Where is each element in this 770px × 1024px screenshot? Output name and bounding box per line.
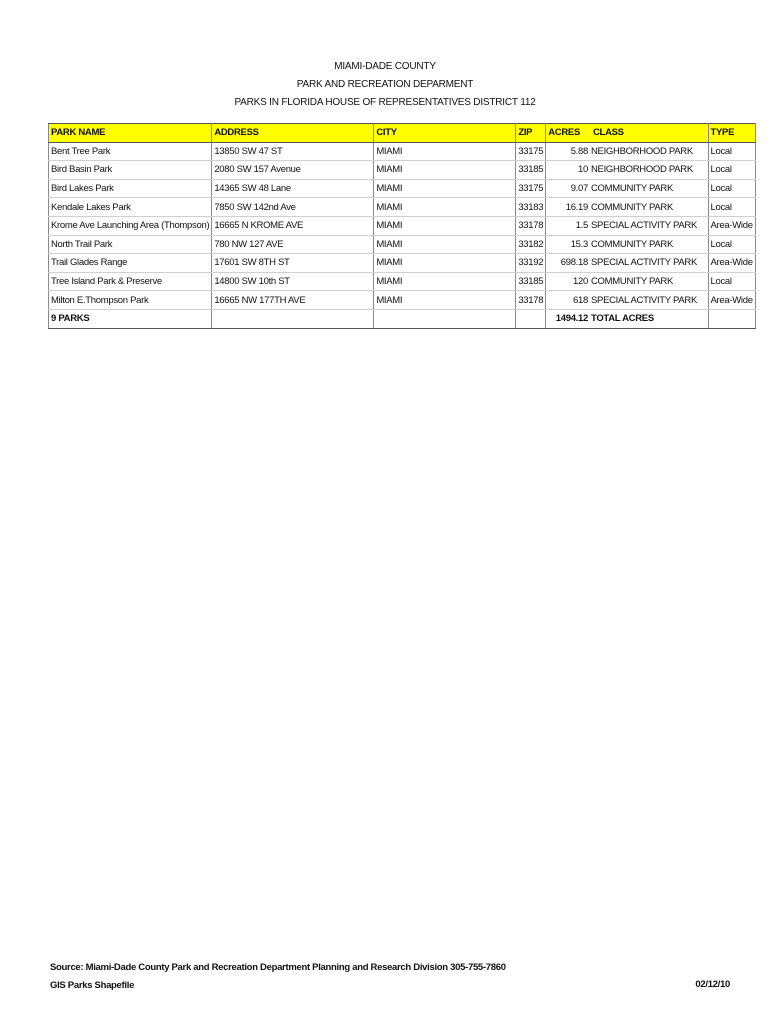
cell-acres: 9.07 [546, 179, 590, 198]
cell-type: Local [708, 235, 755, 254]
cell-type: Local [708, 161, 755, 180]
cell-class: SPECIAL ACTIVITY PARK [590, 254, 708, 273]
cell-class: SPECIAL ACTIVITY PARK [590, 216, 708, 235]
cell-city: MIAMI [374, 179, 516, 198]
cell-address: 16665 NW 177TH AVE [212, 291, 374, 310]
cell-acres: 698.18 [546, 254, 590, 273]
cell-zip: 33178 [516, 291, 546, 310]
total-acres-label: TOTAL ACRES [590, 309, 708, 328]
cell-zip: 33175 [516, 142, 546, 161]
cell-address: 780 NW 127 AVE [212, 235, 374, 254]
cell-zip: 33183 [516, 198, 546, 217]
cell-acres: 15.3 [546, 235, 590, 254]
cell-acres: 120 [546, 272, 590, 291]
total-empty-cell [212, 309, 374, 328]
column-header-zip: ZIP [516, 124, 546, 143]
cell-park-name: Tree Island Park & Preserve [49, 272, 212, 291]
column-header-city: CITY [374, 124, 516, 143]
cell-address: 16665 N KROME AVE [212, 216, 374, 235]
cell-park-name: Bird Basin Park [49, 161, 212, 180]
cell-address: 7850 SW 142nd Ave [212, 198, 374, 217]
cell-address: 14365 SW 48 Lane [212, 179, 374, 198]
cell-address: 13850 SW 47 ST [212, 142, 374, 161]
cell-zip: 33192 [516, 254, 546, 273]
cell-type: Area-Wide [708, 254, 755, 273]
cell-acres: 1.5 [546, 216, 590, 235]
cell-acres: 618 [546, 291, 590, 310]
cell-type: Local [708, 142, 755, 161]
report-title-district: PARKS IN FLORIDA HOUSE OF REPRESENTATIVES DISTRICT 112 [234, 97, 536, 108]
report-date: 02/12/10 [695, 979, 730, 990]
cell-city: MIAMI [374, 198, 516, 217]
column-header-address: ADDRESS [212, 124, 374, 143]
total-parks-label: 9 PARKS [49, 309, 212, 328]
cell-park-name: Kendale Lakes Park [49, 198, 212, 217]
total-empty-cell [516, 309, 546, 328]
report-title-department: PARK AND RECREATION DEPARMENT [296, 79, 474, 90]
table-row [49, 216, 756, 235]
table-row [49, 161, 756, 180]
cell-class: COMMUNITY PARK [590, 179, 708, 198]
cell-city: MIAMI [374, 216, 516, 235]
cell-park-name: Trail Glades Range [49, 254, 212, 273]
cell-city: MIAMI [374, 291, 516, 310]
cell-type: Local [708, 179, 755, 198]
cell-city: MIAMI [374, 161, 516, 180]
cell-city: MIAMI [374, 254, 516, 273]
total-empty-cell [374, 309, 516, 328]
report-title-county: MIAMI-DADE COUNTY [334, 61, 436, 72]
cell-address: 2080 SW 157 Avenue [212, 161, 374, 180]
cell-city: MIAMI [374, 142, 516, 161]
cell-zip: 33185 [516, 272, 546, 291]
cell-zip: 33178 [516, 216, 546, 235]
table-row [49, 291, 756, 310]
source-note: Source: Miami-Dade County Park and Recreation Department Planning and Research Division 305-755-7860 [50, 962, 506, 973]
cell-zip: 33185 [516, 161, 546, 180]
table-row [49, 142, 756, 161]
table-row [49, 254, 756, 273]
table-row [49, 179, 756, 198]
table-row [49, 198, 756, 217]
cell-park-name: Krome Ave Launching Area (Thompson) [49, 216, 212, 235]
cell-park-name: Bird Lakes Park [49, 179, 212, 198]
cell-zip: 33175 [516, 179, 546, 198]
total-empty-cell [708, 309, 755, 328]
cell-acres: 5.88 [546, 142, 590, 161]
cell-class: NEIGHBORHOOD PARK [590, 161, 708, 180]
cell-acres: 16.19 [546, 198, 590, 217]
total-acres-value: 1494.12 [546, 309, 590, 328]
cell-city: MIAMI [374, 272, 516, 291]
table-header-row [49, 124, 756, 143]
cell-class: COMMUNITY PARK [590, 272, 708, 291]
cell-type: Local [708, 272, 755, 291]
cell-address: 14800 SW 10th ST [212, 272, 374, 291]
column-header-class: CLASS [590, 124, 708, 143]
column-header-park-name: PARK NAME [49, 124, 212, 143]
cell-class: COMMUNITY PARK [590, 235, 708, 254]
parks-table [48, 123, 756, 329]
cell-city: MIAMI [374, 235, 516, 254]
column-header-type: TYPE [708, 124, 755, 143]
total-row [49, 309, 756, 328]
cell-park-name: Milton E.Thompson Park [49, 291, 212, 310]
table-row [49, 235, 756, 254]
cell-park-name: North Trail Park [49, 235, 212, 254]
cell-class: COMMUNITY PARK [590, 198, 708, 217]
gis-source-note: GIS Parks Shapefile [50, 980, 135, 991]
table-row [49, 272, 756, 291]
cell-park-name: Bent Tree Park [49, 142, 212, 161]
cell-zip: 33182 [516, 235, 546, 254]
cell-address: 17601 SW 8TH ST [212, 254, 374, 273]
cell-type: Area-Wide [708, 291, 755, 310]
cell-type: Area-Wide [708, 216, 755, 235]
cell-acres: 10 [546, 161, 590, 180]
cell-class: NEIGHBORHOOD PARK [590, 142, 708, 161]
cell-class: SPECIAL ACTIVITY PARK [590, 291, 708, 310]
column-header-acres: ACRES [546, 124, 590, 143]
cell-type: Local [708, 198, 755, 217]
